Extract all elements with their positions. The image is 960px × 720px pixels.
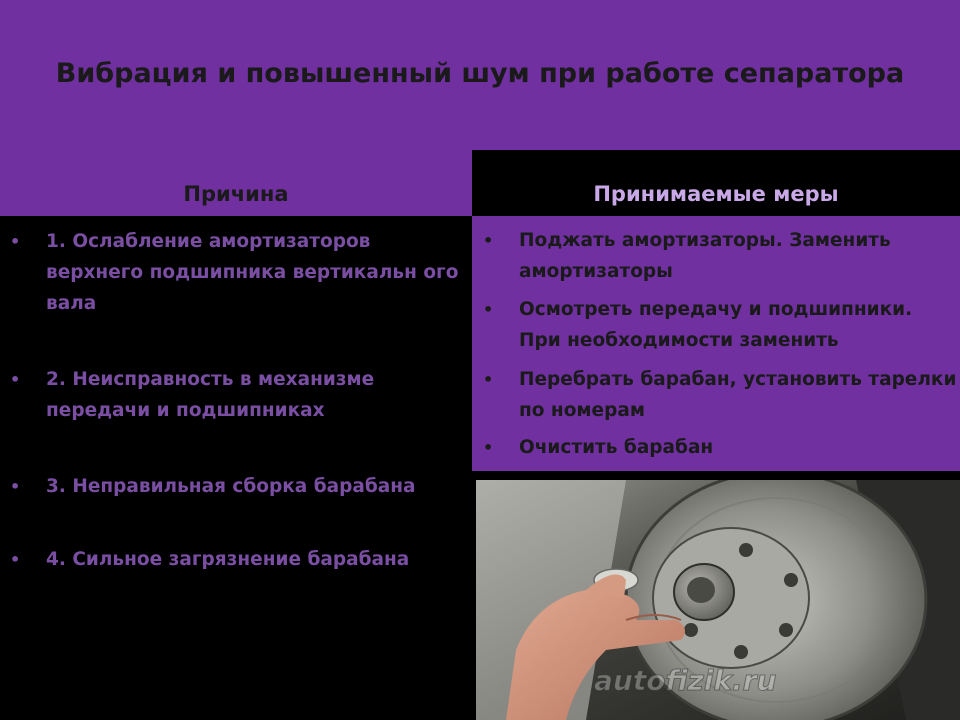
measure-item-text: Перебрать барабан, установить тарелки по номерам: [519, 369, 957, 421]
measure-item: [483, 225, 959, 287]
watermark-text: autofizik.ru: [594, 664, 777, 697]
cause-item: [10, 364, 461, 426]
bullet-icon: •: [483, 370, 494, 389]
cause-item-text: 2. Неисправность в механизме передачи и подшипниках: [46, 369, 375, 421]
bullet-icon: •: [483, 231, 494, 250]
cause-column-header: Причина: [183, 182, 289, 206]
brake-disc-photo: [476, 480, 960, 720]
measure-item-text: Осмотреть передачу и подшипники. При необходимости заменить: [519, 299, 913, 351]
bullet-icon: •: [10, 550, 21, 569]
cause-item-text: 1. Ослабление амортизаторов верхнего подшипника вертикальн ого вала: [46, 231, 459, 314]
cause-item-text: 4. Сильное загрязнение барабана: [46, 549, 410, 570]
cause-item: [10, 544, 461, 575]
bullet-icon: •: [10, 232, 21, 251]
slide-title: Вибрация и повышенный шум при работе сепаратора: [55, 58, 905, 89]
measure-item: [483, 294, 959, 356]
cause-item-text: 3. Неправильная сборка барабана: [46, 476, 416, 497]
cause-list: [0, 216, 472, 720]
bullet-icon: •: [483, 300, 494, 319]
measure-item-text: Поджать амортизаторы. Заменить амортизаторы: [519, 230, 891, 282]
measures-list: [472, 216, 960, 471]
bullet-icon: •: [10, 370, 21, 389]
measure-item: [483, 432, 959, 463]
measures-column-header: Принимаемые меры: [593, 182, 839, 206]
bullet-icon: •: [483, 438, 494, 457]
cause-item: [10, 226, 461, 319]
cause-item: [10, 471, 461, 502]
bullet-icon: •: [10, 477, 21, 496]
measure-item-text: Очистить барабан: [519, 437, 714, 458]
measure-item: [483, 364, 959, 426]
